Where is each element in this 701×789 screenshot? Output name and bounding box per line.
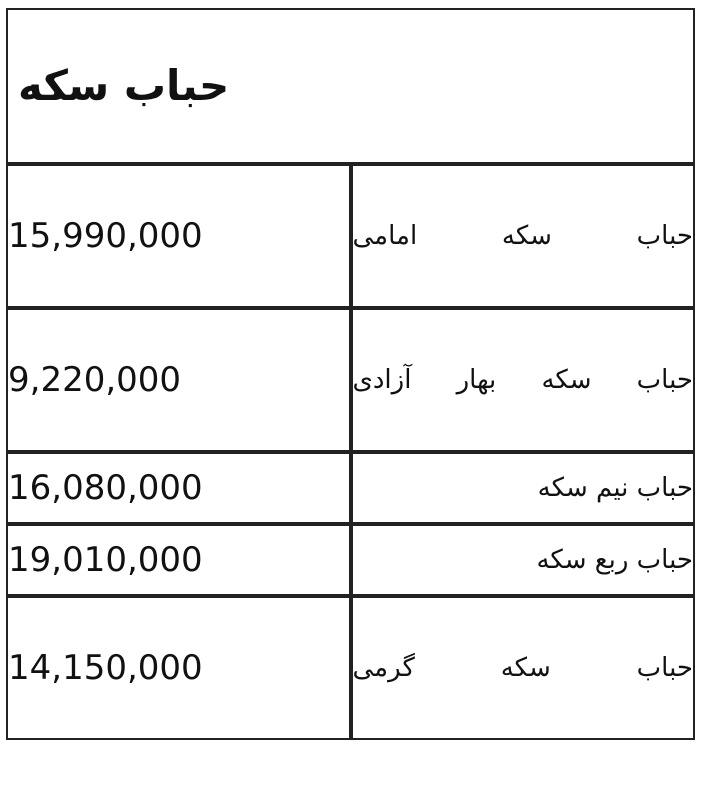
row-label: حباب سکه گرمی xyxy=(351,596,696,740)
table-row xyxy=(6,524,695,596)
coin-bubble-table xyxy=(6,8,695,740)
table-row xyxy=(6,308,695,452)
table-row xyxy=(6,452,695,524)
row-value: 16,080,000 xyxy=(6,452,351,524)
row-label: حباب ربع سکه xyxy=(351,524,696,596)
row-value: 19,010,000 xyxy=(6,524,351,596)
row-label: حباب سکه بهار آزادی xyxy=(351,308,696,452)
row-value: 14,150,000 xyxy=(6,596,351,740)
row-value: 9,220,000 xyxy=(6,308,351,452)
page-title: حباب سکه xyxy=(18,60,230,110)
page-title-cell xyxy=(6,8,695,164)
row-value: 15,990,000 xyxy=(6,164,351,308)
row-label: حباب سکه امامی xyxy=(351,164,696,308)
table-title-row xyxy=(6,8,695,164)
table-row xyxy=(6,596,695,740)
row-label: حباب نیم سکه xyxy=(351,452,696,524)
table-row xyxy=(6,164,695,308)
